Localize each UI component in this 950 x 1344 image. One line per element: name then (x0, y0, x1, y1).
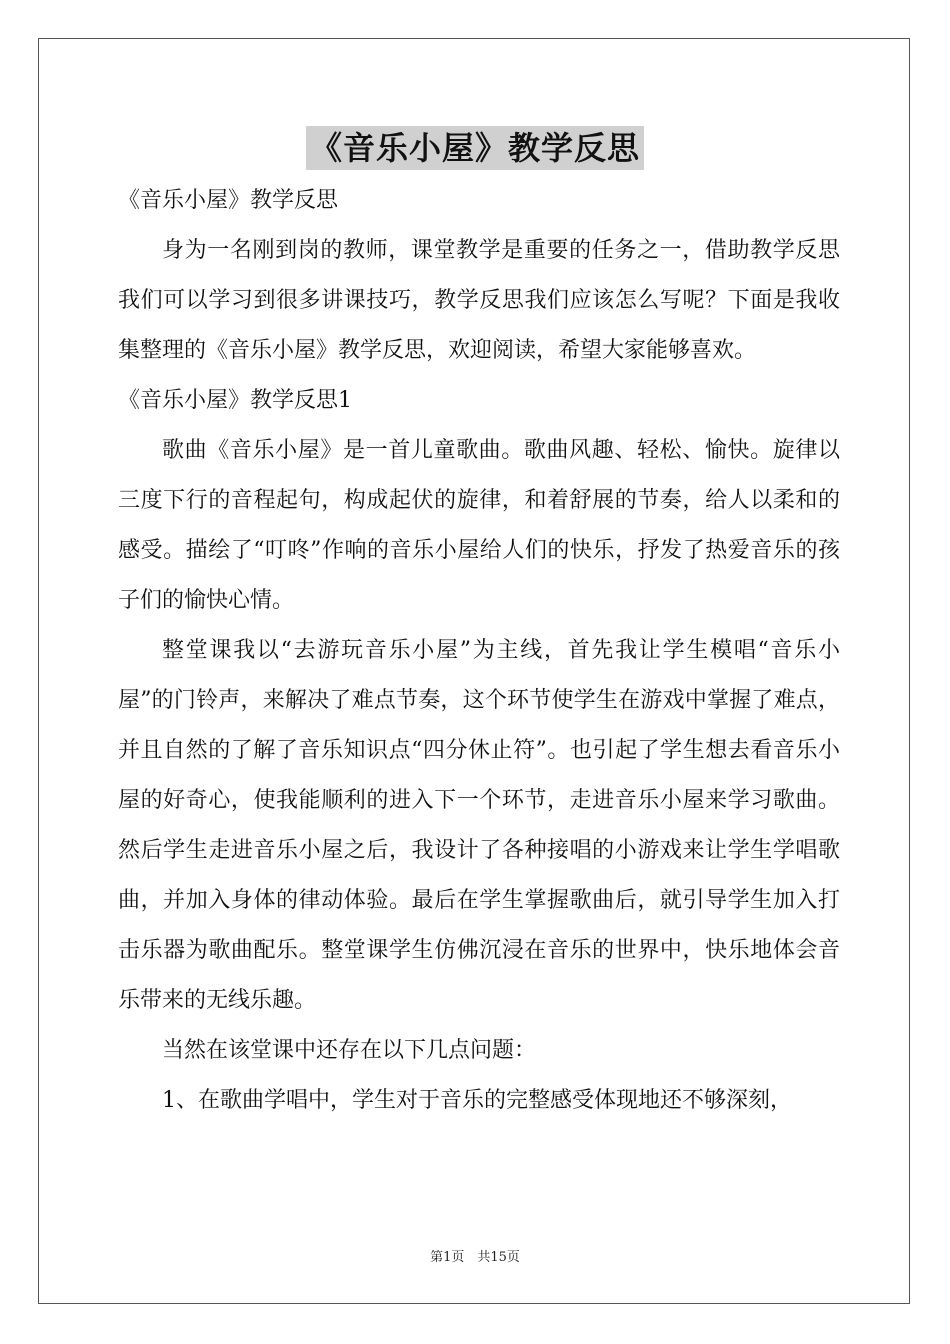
body-paragraph: 1、在歌曲学唱中，学生对于音乐的完整感受体现地还不够深刻， (162, 1088, 792, 1113)
body-paragraph: 歌曲《音乐小屋》是一首儿童歌曲。歌曲风趣、轻松、愉快。旋律以三度下行的音程起句，构成起伏的旋律，和着舒展的节奏，给人以柔和的感受。描绘了“叮咚”作响的音乐小屋给人们的快乐，抒发了热爱音乐的孩子们的愉快心情。 (118, 438, 840, 613)
section-heading: 《音乐小屋》教学反思1 (118, 388, 352, 413)
body-paragraph: 整堂课我以“去游玩音乐小屋”为主线，首先我让学生模唱“音乐小屋”的门铃声，来解决了难点节奏，这个环节使学生在游戏中掌握了难点，并且自然的了解了音乐知识点“四分休止符”。也引起了学生想去看音乐小屋的好奇心，使我能顺利的进入下一个环节，走进音乐小屋来学习歌曲。然后学生走进音乐小屋之后，我设计了各种接唱的小游戏来让学生学唱歌曲，并加入身体的律动体验。最后在学生掌握歌曲后，就引导学生加入打击乐器为歌曲配乐。整堂课学生仿佛沉浸在音乐的世界中，快乐地体会音乐带来的无线乐趣。 (118, 638, 840, 1013)
intro-paragraph: 身为一名刚到岗的教师，课堂教学是重要的任务之一，借助教学反思我们可以学习到很多讲课技巧，教学反思我们应该怎么写呢？下面是我收集整理的《音乐小屋》教学反思，欢迎阅读，希望大家能够喜欢。 (118, 238, 840, 363)
title-text: 《音乐小屋》教学反思 (306, 126, 644, 170)
document-title (0, 126, 950, 170)
document-body (118, 176, 840, 1126)
body-paragraph: 当然在该堂课中还存在以下几点问题： (162, 1038, 537, 1063)
subtitle-line: 《音乐小屋》教学反思 (118, 188, 339, 213)
page-number: 第1页 共15页 (430, 1250, 520, 1265)
page-footer (0, 1246, 950, 1265)
